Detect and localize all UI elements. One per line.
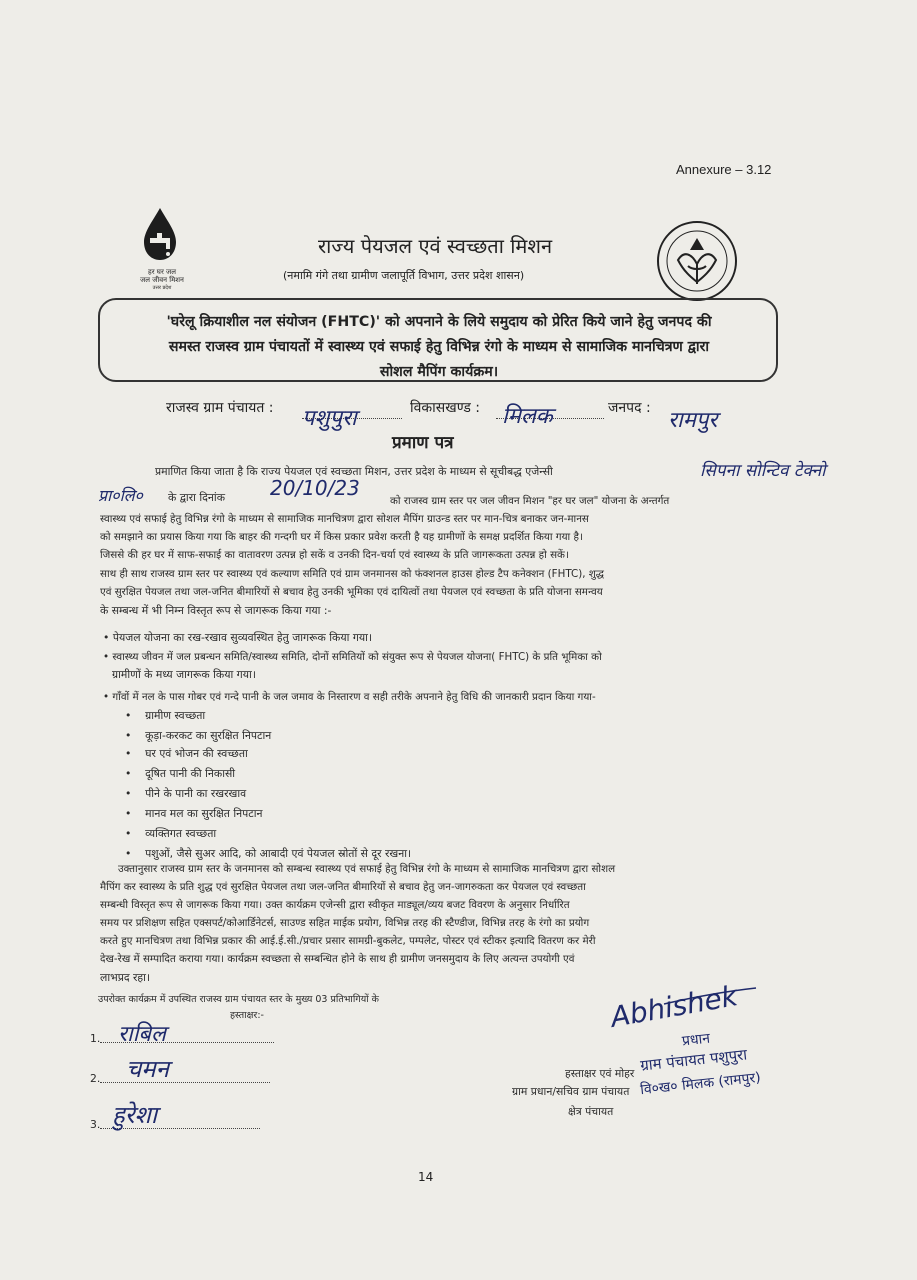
sign-caption-1: हस्ताक्षर एवं मोहर <box>565 1067 635 1080</box>
program-line-3: सोशल मैपिंग कार्यक्रम। <box>379 364 499 380</box>
program-line-1: 'घरेलू क्रियाशील नल संयोजन (FHTC)' को अपनाने के लिये समुदाय को प्रेरित किये जाने हेतु जनपद की <box>166 314 712 330</box>
closing-line-6: देख-रेख में सम्पादित कराया गया। कार्यक्रम स्वच्छता से सम्बन्धित होने के साथ ही ग्रामीण जनसमुदाय के लिए अत्यन्त उपयोगी एवं <box>100 953 575 965</box>
body-line-2b: को राजस्व ग्राम स्तर पर जल जीवन मिशन "हर घर जल" योजना के अन्तर्गत <box>390 495 670 507</box>
bullet-2-cont: ग्रामीणों के मध्य जागरूक किया गया। <box>112 668 256 681</box>
participant-3-signature: हुरेशा <box>112 1101 158 1129</box>
body-line-6: साथ ही साथ राजस्व ग्राम स्तर पर स्वास्थ्य एवं कल्याण समिति एवं ग्राम जनमानस को फंक्शनल हाउस होल्ड टैप कनेक्शन (FHTC), शुद्ध <box>100 568 604 580</box>
sub-bullet-3: • घर एवं भोजन की स्वच्छता <box>125 747 248 760</box>
sub-bullet-2: • कूड़ा-करकट का सुरक्षित निपटान <box>125 729 272 742</box>
bullet-1: • पेयजल योजना का रख-रखाव सुव्यवस्थित हेतु जागरूक किया गया। <box>103 631 373 644</box>
bullet-3: • गाँवों में नल के पास गोबर एवं गन्दे पानी के जल जमाव के निस्तारण व सही तरीके अपनाने हेतु विधि की जानकारी प्रदान किया गया- <box>103 691 596 703</box>
district-label: जनपद : <box>608 400 651 416</box>
sub-bullet-3-text: घर एवं भोजन की स्वच्छता <box>145 747 248 760</box>
sub-bullet-6: • मानव मल का सुरक्षित निपटान <box>125 807 263 820</box>
closing-line-4: समय पर प्रशिक्षण सहित एक्सपर्ट/कोआर्डिनेटर्स, साउण्ड सहित माईक प्रयोग, विभिन्न तरह की स्टैण्डीज, विभिन्न तरह के रंगो का प्रयोग <box>100 917 590 929</box>
sub-bullet-5-text: पीने के पानी का रखरखाव <box>145 787 247 800</box>
closing-line-5: करते हुए मानचित्रण तथा विभिन्न प्रकार की आई.ई.सी./प्रचार प्रसार सामग्री-बुकलेट, पम्पलेट, पोस्टर एवं स्टीकर इत्यादि वितरण कर मेरी <box>100 935 596 947</box>
sub-bullet-4: • दूषित पानी की निकासी <box>125 767 236 780</box>
agency-value-2: प्रा०लि० <box>98 486 143 505</box>
up-government-seal <box>656 220 738 302</box>
participants-intro-2: हस्ताक्षर:- <box>230 1010 264 1021</box>
program-box-text <box>108 310 770 385</box>
certificate-title: प्रमाण पत्र <box>392 433 454 453</box>
body-line-1: प्रमाणित किया जाता है कि राज्य पेयजल एवं स्वच्छता मिशन, उत्तर प्रदेश के माध्यम से सूचीबद्ध एजेन्सी <box>155 465 553 478</box>
date-value: 20/10/23 <box>270 476 360 500</box>
water-drop-icon <box>132 206 202 264</box>
sub-bullet-1-text: ग्रामीण स्वच्छता <box>145 709 206 722</box>
block-value: मिलक <box>502 404 553 429</box>
body-line-3: स्वास्थ्य एवं सफाई हेतु विभिन्न रंगो के माध्यम से सामाजिक मानचित्रण द्वारा सोशल मैपिंग ग्राउन्ड स्तर पर मान-चित्र बनाकर जन-मानस <box>100 513 589 525</box>
bullet-2-text: स्वास्थ्य जीवन में जल प्रबन्धन समिति/स्वास्थ्य समिति, दोनों समितियों को संयुक्त रूप से पेयजल योजना( FHTC) के प्रति भूमिका को <box>112 651 602 663</box>
sub-bullet-2-text: कूड़ा-करकट का सुरक्षित निपटान <box>145 729 272 742</box>
stamp-line-2: ग्राम पंचायत पशुपुरा <box>639 1045 748 1075</box>
participants-intro: उपरोक्त कार्यक्रम में उपस्थित राजस्व ग्राम पंचायत स्तर के मुख्य 03 प्रतिभागियों के <box>98 994 379 1005</box>
signature-flourish <box>660 982 760 1012</box>
body-line-5: जिससे की हर घर में साफ-सफाई का वातावरण उत्पन्न हो सकें व उनकी दिन-चर्या एवं स्वास्थ्य के प्रति जागरूकता उत्पन्न हो सकें। <box>100 549 569 561</box>
sub-bullet-8-text: पशुओं, जैसे सुअर आदि, को आबादी एवं पेयजल स्रोतों से दूर रखना। <box>145 847 412 860</box>
participant-1-num: 1. <box>90 1032 101 1045</box>
logo-left-caption <box>132 268 192 292</box>
participant-2-signature: चमन <box>126 1055 169 1083</box>
participant-1-signature: राबिल <box>118 1022 166 1047</box>
agency-value: सिपना सोन्टिव टेक्नो <box>700 461 826 481</box>
pradhan-signature: Abhishek <box>608 979 741 1034</box>
gram-panchayat-label: राजस्व ग्राम पंचायत : <box>166 400 274 416</box>
closing-line-1: उक्तानुसार राजस्व ग्राम स्तर के जनमानस को सम्बन्ध स्वास्थ्य एवं सफाई हेतु विभिन्न रंगो के माध्यम से सामाजिक मानचित्रण द्वारा सोशल <box>118 863 616 875</box>
bullet-2: • स्वास्थ्य जीवन में जल प्रबन्धन समिति/स्वास्थ्य समिति, दोनों समितियों को संयुक्त रूप से पेयजल योजना( FHTC) के प्रति भूमिका को <box>103 651 602 663</box>
logo-line-2: जल जीवन मिशन <box>140 276 184 284</box>
sub-bullet-6-text: मानव मल का सुरक्षित निपटान <box>145 807 263 820</box>
closing-line-2: मैपिंग कर स्वास्थ्य के प्रति शुद्ध एवं सुरक्षित पेयजल तथा जल-जनित बीमारियों से बचाव हेतु जन-जागरुकता कर पेयजल एवं स्वच्छता <box>100 881 586 893</box>
sub-bullet-5: • पीने के पानी का रखरखाव <box>125 787 247 800</box>
block-label: विकासखण्ड : <box>410 400 481 416</box>
sub-bullet-8: • पशुओं, जैसे सुअर आदि, को आबादी एवं पेयजल स्रोतों से दूर रखना। <box>125 847 412 860</box>
body-line-8: के सम्बन्ध में भी निम्न विस्तृत रूप से जागरूक किया गया :- <box>100 604 332 617</box>
program-line-2: समस्त राजस्व ग्राम पंचायतों में स्वास्थ्य एवं सफाई हेतु विभिन्न रंगो के माध्यम से सामाजिक मानचित्रण द्वारा <box>168 339 710 355</box>
har-ghar-jal-logo <box>132 206 202 291</box>
annexure-label: Annexure – 3.12 <box>676 162 772 177</box>
sub-bullet-7: • व्यक्तिगत स्वच्छता <box>125 827 217 840</box>
mission-title: राज्य पेयजल एवं स्वच्छता मिशन <box>318 234 553 258</box>
stamp-line-1: प्रधान <box>681 1030 711 1050</box>
logo-line-3: उत्तर प्रदेश <box>152 285 172 291</box>
sign-caption-3: क्षेत्र पंचायत <box>568 1105 614 1118</box>
sub-bullet-7-text: व्यक्तिगत स्वच्छता <box>145 827 217 840</box>
bullet-3-text: गाँवों में नल के पास गोबर एवं गन्दे पानी के जल जमाव के निस्तारण व सही तरीके अपनाने हेतु विधि की जानकारी प्रदान किया गया- <box>112 691 596 703</box>
gram-panchayat-value: पशुपुरा <box>302 406 357 431</box>
sign-caption-2: ग्राम प्रधान/सचिव ग्राम पंचायत <box>512 1085 630 1098</box>
district-value: रामपुर <box>668 408 718 433</box>
closing-line-7: लाभप्रद रहा। <box>100 971 151 984</box>
sub-bullet-4-text: दूषित पानी की निकासी <box>145 767 236 780</box>
body-line-7: एवं सुरक्षित पेयजल तथा जल-जनित बीमारियों से बचाव हेतु उनकी भूमिका एवं दायित्वों तथा पेयजल एवं स्वच्छता के प्रति योजना समन्वय <box>100 586 603 598</box>
stamp-line-3: वि०ख० मिलक (रामपुर) <box>639 1069 762 1099</box>
logo-line-1: हर घर जल <box>148 268 176 276</box>
body-line-4: को समझाने का प्रयास किया गया कि बाहर की गन्दगी घर में किस प्रकार प्रवेश करती है यह ग्रामीणों के समक्ष प्रदर्शित किया गया है। <box>100 531 583 543</box>
seal-emblem-icon <box>656 220 738 302</box>
mission-subtitle: (नमामि गंगे तथा ग्रामीण जलापूर्ति विभाग, उत्तर प्रदेश शासन) <box>283 269 525 282</box>
participant-3-num: 3. <box>90 1118 101 1131</box>
bullet-1-text: पेयजल योजना का रख-रखाव सुव्यवस्थित हेतु जागरूक किया गया। <box>112 631 373 644</box>
page-number: 14 <box>418 1170 434 1184</box>
body-line-2a: के द्वारा दिनांक <box>168 491 225 504</box>
participant-2-num: 2. <box>90 1072 101 1085</box>
closing-line-3: सम्बन्धी विस्तृत रूप से जागरूक किया गया। उक्त कार्यक्रम एजेन्सी द्वारा स्वीकृत माड्यूल/व्यय बजट विवरण के अनुसार निर्धारित <box>100 899 570 911</box>
sub-bullet-1: • ग्रामीण स्वच्छता <box>125 709 206 722</box>
